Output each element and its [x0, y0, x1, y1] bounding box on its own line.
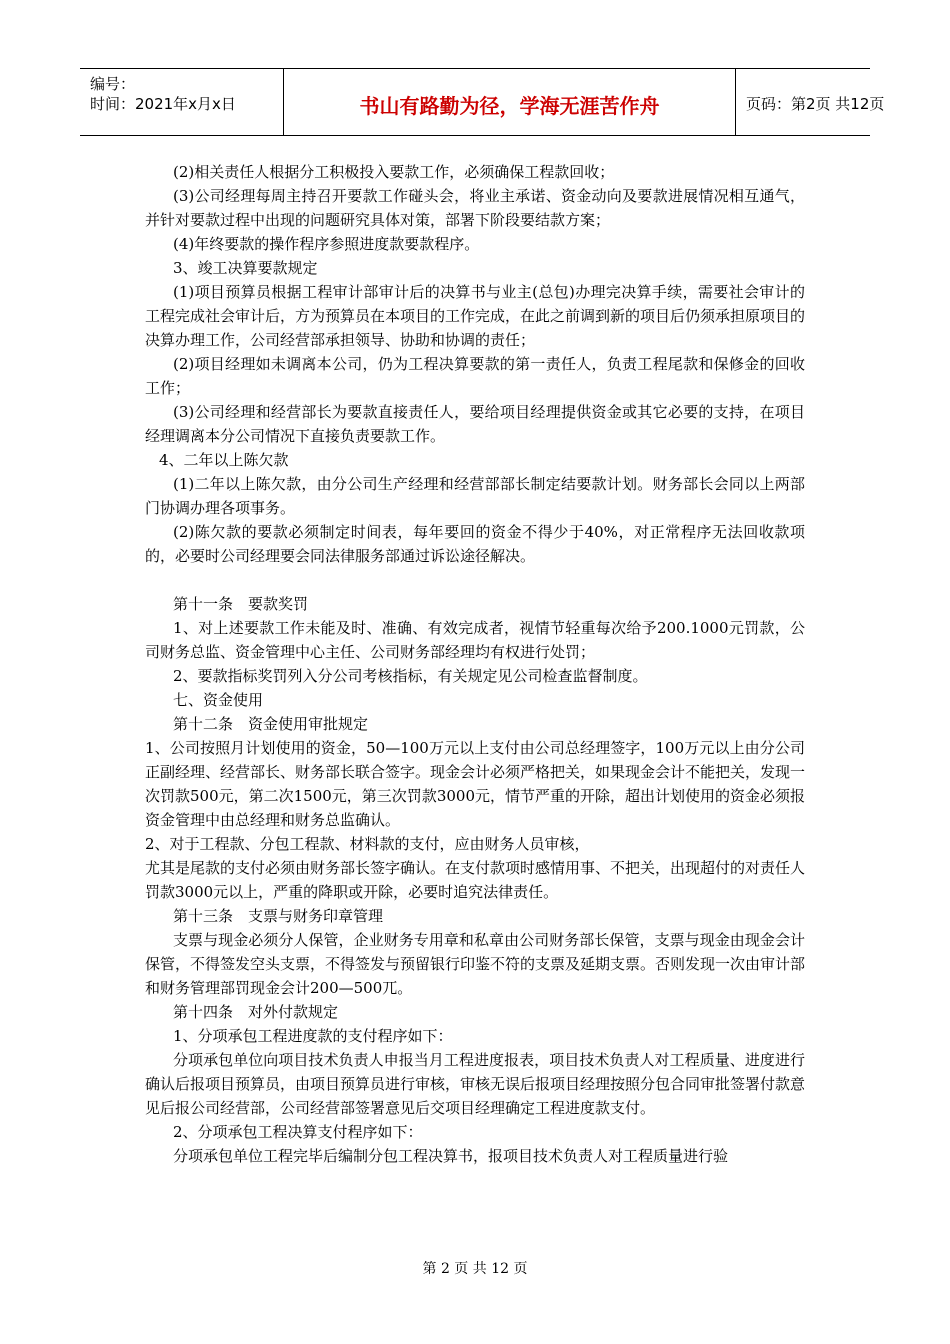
header-page-code: 页码：第2页 共12页 — [746, 95, 885, 113]
body-paragraph: 1、分项承包工程进度款的支付程序如下： — [173, 1027, 453, 1045]
header-motto: 书山有路勤为径，学海无涯苦作舟 — [359, 94, 660, 118]
body-paragraph: 尤其是尾款的支付必须由财务部长签字确认。在支付款项时感情用事、不把关，出现超付的对责任人罚款3000元以上，严重的降职或开除，必要时追究法律责任。 — [145, 859, 806, 901]
header-page-cell — [736, 69, 885, 135]
body-paragraph: (4)年终要款的操作程序参照进度款要款程序。 — [173, 235, 480, 253]
body-paragraph: 第十三条 支票与财务印章管理 — [173, 907, 384, 925]
body-paragraph: (1)项目预算员根据工程审计部审计后的决算书与业主(总包)办理完决算手续，需要社会审计的工程完成社会审计后，方为预算员在本项目的工作完成，在此之前调到新的项目后仍须承担原项目的决算办理工作，公司经营部承担领导、协助和协调的责任； — [145, 283, 806, 349]
body-paragraph: 第十二条 资金使用审批规定 — [173, 715, 369, 733]
body-paragraph: 七、资金使用 — [173, 691, 264, 709]
body-paragraph: 分项承包单位向项目技术负责人申报当月工程进度报表，项目技术负责人对工程质量、进度进行确认后报项目预算员，由项目预算员进行审核，审核无误后报项目经理按照分包合同审批签署付款意见后报公司经营部，公司经营部签署意见后交项目经理确定工程进度款支付。 — [145, 1051, 806, 1117]
body-paragraph: (3)公司经理和经营部长为要款直接责任人，要给项目经理提供资金或其它必要的支持，在项目经理调离本分公司情况下直接负责要款工作。 — [145, 403, 805, 445]
time-label: 时间：2021年x月x日 — [90, 95, 236, 113]
number-label: 编号： — [90, 75, 136, 93]
body-paragraph: 2、对于工程款、分包工程款、材料款的支付，应由财务人员审核， — [145, 835, 590, 853]
body-paragraph: 2、分项承包工程决算支付程序如下： — [173, 1123, 423, 1141]
body-paragraph: 1、公司按照月计划使用的资金，50—100万元以上支付由公司总经理签字，100万元以上由分公司正副经理、经营部长、财务部长联合签字。现金会计必须严格把关，如果现金会计不能把关，发现一次罚款500元，第二次1500元，第三次罚款3000元，情节严重的开除，超出计划使用的资金必须报资金管理中由总经理和财务总监确认。 — [145, 739, 806, 829]
body-paragraph: (2)陈欠款的要款必须制定时间表，每年要回的资金不得少于40%，对正常程序无法回收款项的，必要时公司经理要会同法律服务部通过诉讼途径解决。 — [145, 523, 805, 565]
body-paragraph: 3、竣工决算要款规定 — [173, 259, 318, 277]
page-footer: 第 2 页 共 12 页 — [422, 1261, 528, 1277]
header-table — [80, 68, 885, 136]
header-info-cell — [80, 69, 284, 135]
body-paragraph: 1、对上述要款工作未能及时、准确、有效完成者，视情节轻重每次给予200.1000元罚款，公司财务总监、资金管理中心主任、公司财务部经理均有权进行处罚； — [145, 619, 805, 661]
body-paragraph: 支票与现金必须分人保管，企业财务专用章和私章由公司财务部长保管，支票与现金由现金会计保管，不得签发空头支票，不得签发与预留银行印鉴不符的支票及延期支票。否则发现一次由审计部和财务管理部罚现金会计200—500兀。 — [145, 931, 806, 997]
body-paragraph: 分项承包单位工程完毕后编制分包工程决算书，报项目技术负责人对工程质量进行验 — [173, 1147, 729, 1165]
body-paragraph: 2、要款指标奖罚列入分公司考核指标，有关规定见公司检查监督制度。 — [173, 667, 648, 685]
body-paragraph: (3)公司经理每周主持召开要款工作碰头会，将业主承诺、资金动向及要款进展情况相互通气，并针对要款过程中出现的问题研究具体对策，部署下阶段要结款方案； — [145, 187, 805, 229]
body-paragraph: (2)项目经理如未调离本公司，仍为工程决算要款的第一责任人，负责工程尾款和保修金的回收工作； — [145, 355, 805, 397]
document-body — [145, 160, 805, 1168]
body-paragraph: 4、二年以上陈欠款 — [159, 451, 289, 469]
paragraph-gap — [145, 568, 805, 592]
body-paragraph: (1)二年以上陈欠款，由分公司生产经理和经营部部长制定结要款计划。财务部长会同以上两部门协调办理各项事务。 — [145, 475, 805, 517]
body-paragraph: 第十一条 要款奖罚 — [173, 595, 309, 613]
body-paragraph: (2)相关责任人根据分工积极投入要款工作，必须确保工程款回收； — [173, 163, 615, 181]
body-paragraph: 第十四条 对外付款规定 — [173, 1003, 339, 1021]
header-motto-cell — [284, 69, 736, 135]
